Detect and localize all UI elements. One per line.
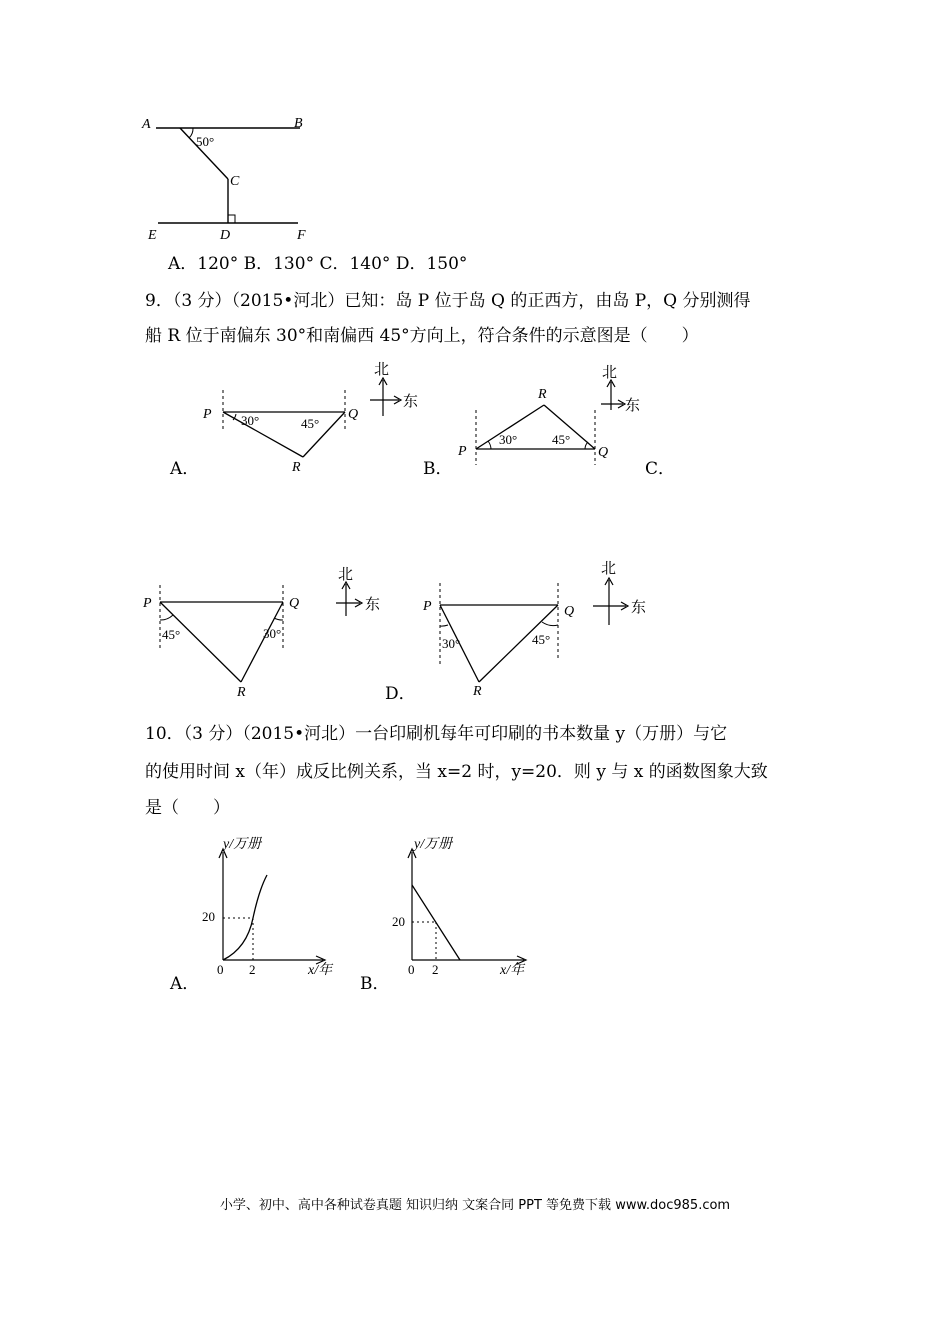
q8-label-e: E — [148, 228, 157, 243]
q9-figure-d — [420, 578, 585, 698]
q9c-label-p: P — [143, 596, 152, 611]
q9-compass-2 — [595, 360, 665, 420]
q9-stem-line1: 9．（3 分）（2015•河北）已知：岛 P 位于岛 Q 的正西方，由岛 P，Q 分别测得 — [145, 291, 751, 311]
q10a-x-tick: 2 — [249, 962, 256, 977]
q9-figure-b — [455, 380, 615, 465]
q10a-x-label: x/年 — [308, 963, 333, 978]
q8-label-d: D — [220, 228, 231, 243]
q9d-angle-45: 45° — [532, 632, 551, 647]
q9d-label-r: R — [473, 684, 482, 698]
q10-stem-line1: 10．（3 分）（2015•河北）一台印刷机每年可印刷的书本数量 y（万册）与它 — [145, 724, 728, 744]
q10a-y-label: y/万册 — [223, 837, 262, 852]
q10-option-b: B． — [360, 974, 390, 994]
q9-compass-1 — [365, 358, 435, 420]
q9a-label-p: P — [203, 407, 212, 422]
q9-figure-a — [200, 385, 360, 480]
q9-option-a: A． — [170, 459, 200, 479]
q9-figure-c — [140, 580, 300, 700]
q9d-angle-30: 30° — [442, 636, 461, 651]
q10a-y-tick: 20 — [202, 909, 215, 924]
q9b-angle-30: 30° — [499, 432, 518, 447]
page-footer: 小学、初中、高中各种试卷真题 知识归纳 文案合同 PPT 等免费下载 www.doc985.com — [219, 1198, 731, 1213]
q9c-label-r: R — [237, 685, 246, 700]
q10b-origin: 0 — [408, 962, 415, 977]
q10-stem-line2: 的使用时间 x（年）成反比例关系，当 x=2 时，y=20．则 y 与 x 的函数图象大致 — [145, 762, 768, 782]
q8-label-c: C — [230, 174, 240, 189]
compass-2-north: 北 — [602, 363, 618, 381]
q10b-x-label: x/年 — [500, 963, 525, 978]
compass-3-east: 东 — [365, 595, 381, 613]
q9-compass-4 — [590, 555, 662, 630]
compass-2-east: 东 — [625, 396, 641, 414]
q8-label-b: B — [294, 116, 303, 131]
q10-graph-b — [392, 830, 552, 980]
q9a-label-r: R — [292, 460, 301, 475]
compass-4-north: 北 — [601, 559, 617, 577]
q9c-angle-45: 45° — [162, 627, 181, 642]
q9b-label-r: R — [538, 387, 547, 402]
q8-figure — [140, 110, 320, 245]
q9a-angle-30: 30° — [241, 413, 260, 428]
q10-option-a: A． — [170, 974, 200, 994]
q10a-origin: 0 — [217, 962, 224, 977]
q9b-label-p: P — [458, 444, 467, 459]
q8-options: A．120° B．130° C．140° D．150° — [168, 254, 468, 274]
q8-label-a: A — [142, 117, 151, 132]
q9b-label-q: Q — [598, 445, 609, 460]
q10b-y-label: y/万册 — [414, 837, 453, 852]
compass-3-north: 北 — [338, 565, 354, 583]
compass-1-north: 北 — [374, 360, 390, 378]
q10b-x-tick: 2 — [432, 962, 439, 977]
q10-stem-line3: 是（ ） — [145, 798, 230, 818]
q9-compass-3 — [328, 562, 398, 622]
q8-label-f: F — [297, 228, 306, 243]
q9b-angle-45: 45° — [552, 432, 571, 447]
q10b-y-tick: 20 — [392, 914, 405, 929]
q9a-label-q: Q — [348, 407, 359, 422]
q9a-angle-45: 45° — [301, 416, 320, 431]
q9-option-b: B． — [423, 459, 453, 479]
q9c-angle-30: 30° — [263, 626, 282, 641]
compass-4-east: 东 — [631, 598, 647, 616]
q9-option-c: C． — [645, 459, 676, 479]
q9d-label-p: P — [423, 599, 432, 614]
q9-option-d: D． — [385, 684, 416, 704]
compass-1-east: 东 — [403, 392, 419, 410]
q9-stem-line2: 船 R 位于南偏东 30°和南偏西 45°方向上，符合条件的示意图是（ ） — [145, 326, 699, 346]
q9c-label-q: Q — [289, 596, 300, 611]
q10-graph-a — [195, 830, 355, 980]
q8-angle-50: 50° — [196, 134, 215, 149]
q9d-label-q: Q — [564, 604, 575, 619]
